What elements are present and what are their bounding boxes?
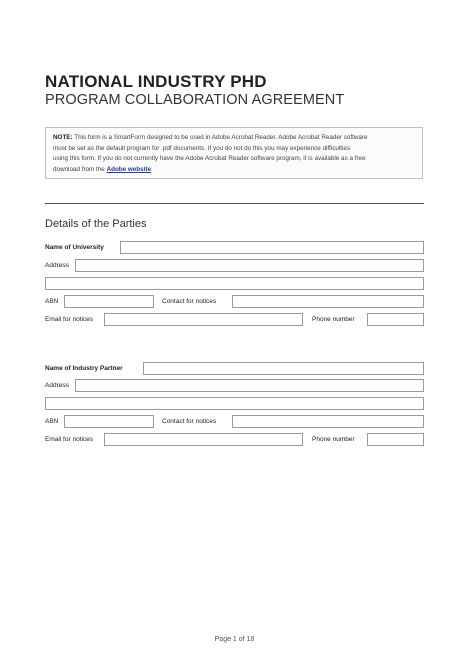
university-address-field-2[interactable] (45, 277, 424, 290)
adobe-website-link[interactable]: Adobe website (106, 165, 151, 173)
industry-contact-label: Contact for notices (162, 418, 217, 425)
industry-address-field-1[interactable] (75, 379, 424, 392)
university-name-field[interactable] (120, 241, 424, 254)
university-address-label: Address (45, 262, 69, 269)
note-line-3: using this form. If you do not currently have the Adobe Acrobat Reader software program, it is available as a free (53, 155, 366, 163)
industry-address-field-2[interactable] (45, 397, 424, 410)
industry-abn-field[interactable] (64, 415, 154, 428)
industry-email-field[interactable] (104, 433, 303, 446)
industry-name-field[interactable] (143, 362, 424, 375)
industry-address-label: Address (45, 382, 69, 389)
university-contact-field[interactable] (232, 295, 424, 308)
industry-abn-label: ABN (45, 418, 59, 425)
university-phone-label: Phone number (312, 316, 355, 323)
industry-phone-field[interactable] (367, 433, 424, 446)
university-phone-field[interactable] (367, 313, 424, 326)
university-email-field[interactable] (104, 313, 303, 326)
note-line-4-end: . (151, 165, 153, 173)
university-abn-label: ABN (45, 298, 59, 305)
section-divider (45, 203, 424, 204)
section-title: Details of the Parties (45, 218, 147, 230)
industry-contact-field[interactable] (232, 415, 424, 428)
university-contact-label: Contact for notices (162, 298, 217, 305)
note-line-2: must be set as the default program for .pdf documents. If you do not do this you may experience difficulties (53, 144, 351, 152)
university-email-label: Email for notices (45, 316, 94, 323)
note-line-4: download from the (53, 165, 107, 173)
university-abn-field[interactable] (64, 295, 154, 308)
page-number: Page 1 of 18 (214, 636, 255, 643)
industry-phone-label: Phone number (312, 436, 355, 443)
document-title: NATIONAL INDUSTRY PHD (45, 72, 267, 91)
note-line-1: This form is a SmartForm designed to be used in Adobe Acrobat Reader. Adobe Acrobat Reader software (72, 134, 368, 141)
document-subtitle: PROGRAM COLLABORATION AGREEMENT (45, 92, 345, 108)
university-name-label: Name of University (45, 244, 104, 251)
note-label: NOTE: (53, 134, 73, 141)
industry-email-label: Email for notices (45, 436, 94, 443)
smartform-note (45, 127, 423, 179)
industry-name-label: Name of Industry Partner (45, 365, 123, 372)
university-address-field-1[interactable] (75, 259, 424, 272)
